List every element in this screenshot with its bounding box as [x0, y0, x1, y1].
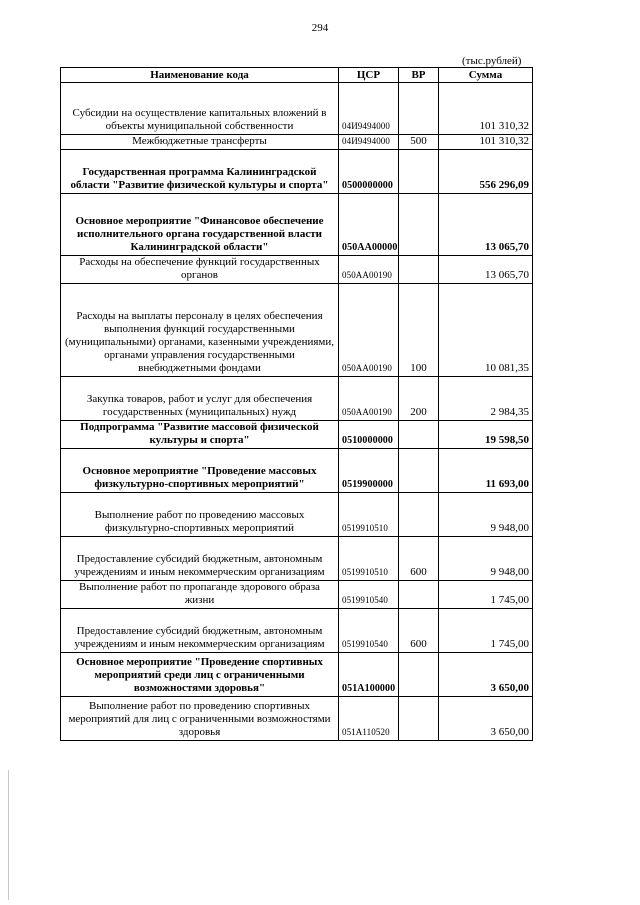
- table-body: [61, 83, 533, 741]
- table-row: [61, 135, 533, 150]
- row-csr: 051А110520: [339, 697, 399, 741]
- row-csr: 050АА00000: [339, 194, 399, 256]
- row-sum: 2 984,35: [439, 377, 533, 421]
- row-csr: 0519900000: [339, 449, 399, 493]
- table-row: [61, 653, 533, 697]
- row-name: Закупка товаров, работ и услуг для обеспечения государственных (муниципальных) нужд: [61, 377, 339, 421]
- table-row: [61, 609, 533, 653]
- row-name: Межбюджетные трансферты: [61, 135, 339, 150]
- row-csr: 0510000000: [339, 421, 399, 449]
- header-vr: ВР: [399, 68, 439, 83]
- row-vr: 100: [399, 284, 439, 377]
- table-row: [61, 284, 533, 377]
- row-name: Предоставление субсидий бюджетным, автономным учреждениям и иным некоммерческим организациям: [61, 609, 339, 653]
- row-sum: 9 948,00: [439, 537, 533, 581]
- row-sum: 1 745,00: [439, 609, 533, 653]
- header-name: Наименование кода: [61, 68, 339, 83]
- row-name: Выполнение работ по проведению массовых физкультурно-спортивных мероприятий: [61, 493, 339, 537]
- units-note: (тыс.рублей): [462, 55, 522, 67]
- row-vr: [399, 697, 439, 741]
- table-row: [61, 537, 533, 581]
- table-row: [61, 697, 533, 741]
- table-row: [61, 421, 533, 449]
- row-name: Основное мероприятие "Финансовое обеспечение исполнительного органа государственной власти Калининградской области": [61, 194, 339, 256]
- row-vr: [399, 493, 439, 537]
- row-name: Основное мероприятие "Проведение спортивных мероприятий среди лиц с ограниченными возможностями здоровья": [61, 653, 339, 697]
- table-row: [61, 449, 533, 493]
- row-name: Выполнение работ по проведению спортивных мероприятий для лиц с ограниченными возможностями здоровья: [61, 697, 339, 741]
- row-vr: [399, 581, 439, 609]
- row-name: Государственная программа Калининградской области "Развитие физической культуры и спорта": [61, 150, 339, 194]
- row-name: Расходы на обеспечение функций государственных органов: [61, 256, 339, 284]
- row-sum: 556 296,09: [439, 150, 533, 194]
- row-sum: 101 310,32: [439, 83, 533, 135]
- row-sum: 3 650,00: [439, 653, 533, 697]
- row-csr: 0519910540: [339, 581, 399, 609]
- row-vr: 200: [399, 377, 439, 421]
- row-csr: 051А100000: [339, 653, 399, 697]
- row-csr: 0519910540: [339, 609, 399, 653]
- row-sum: 9 948,00: [439, 493, 533, 537]
- header-csr: ЦСР: [339, 68, 399, 83]
- table-row: [61, 377, 533, 421]
- page-number: 294: [311, 22, 329, 34]
- table-row: [61, 83, 533, 135]
- row-vr: 600: [399, 537, 439, 581]
- scan-mark: [8, 770, 9, 900]
- row-sum: 3 650,00: [439, 697, 533, 741]
- row-sum: 13 065,70: [439, 256, 533, 284]
- row-sum: 13 065,70: [439, 194, 533, 256]
- row-vr: [399, 653, 439, 697]
- header-sum: Сумма: [439, 68, 533, 83]
- row-name: Подпрограмма "Развитие массовой физической культуры и спорта": [61, 421, 339, 449]
- table-row: [61, 581, 533, 609]
- row-sum: 10 081,35: [439, 284, 533, 377]
- row-name: Расходы на выплаты персоналу в целях обеспечения выполнения функций государственными (муниципальными) органами, казенными учреждениями, органами управления государственными внебюджетными фондами: [61, 284, 339, 377]
- row-csr: 0519910510: [339, 537, 399, 581]
- row-csr: 050АА00190: [339, 377, 399, 421]
- table-row: [61, 150, 533, 194]
- row-sum: 101 310,32: [439, 135, 533, 150]
- row-vr: 500: [399, 135, 439, 150]
- row-name: Субсидии на осуществление капитальных вложений в объекты муниципальной собственности: [61, 83, 339, 135]
- row-vr: [399, 449, 439, 493]
- row-vr: [399, 150, 439, 194]
- row-vr: [399, 421, 439, 449]
- row-vr: [399, 256, 439, 284]
- row-sum: 1 745,00: [439, 581, 533, 609]
- row-vr: 600: [399, 609, 439, 653]
- row-csr: 050АА00190: [339, 284, 399, 377]
- row-sum: 11 693,00: [439, 449, 533, 493]
- row-csr: 04И9494000: [339, 135, 399, 150]
- row-name: Основное мероприятие "Проведение массовых физкультурно-спортивных мероприятий": [61, 449, 339, 493]
- row-name: Выполнение работ по пропаганде здорового образа жизни: [61, 581, 339, 609]
- budget-table: [60, 67, 533, 741]
- row-csr: 04И9494000: [339, 83, 399, 135]
- table-row: [61, 493, 533, 537]
- row-csr: 050АА00190: [339, 256, 399, 284]
- row-csr: 0519910510: [339, 493, 399, 537]
- table-row: [61, 194, 533, 256]
- row-sum: 19 598,50: [439, 421, 533, 449]
- table-header-row: [61, 68, 533, 83]
- row-csr: 0500000000: [339, 150, 399, 194]
- row-name: Предоставление субсидий бюджетным, автономным учреждениям и иным некоммерческим организациям: [61, 537, 339, 581]
- row-vr: [399, 194, 439, 256]
- row-vr: [399, 83, 439, 135]
- table-row: [61, 256, 533, 284]
